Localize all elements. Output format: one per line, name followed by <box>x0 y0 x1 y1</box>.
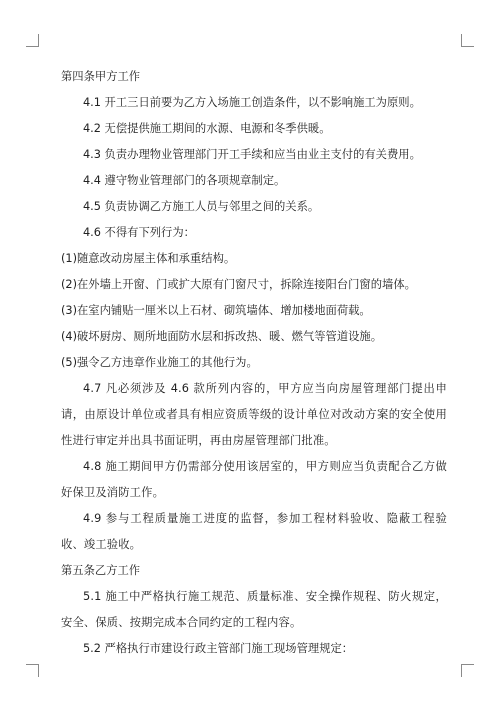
clause-4-1: 4.1 开工三日前要为乙方入场施工创造条件，以不影响施工为原则。 <box>83 96 421 109</box>
section-heading-party-a: 第四条甲方工作 <box>61 70 141 83</box>
clause-4-8: 4.8 施工期间甲方仍需部分使用该居室的，甲方则应当负责配合乙方做好保卫及消防工作。 <box>61 460 447 499</box>
prohibited-item-1: (1)随意改动房屋主体和承重结构。 <box>61 252 236 265</box>
prohibited-item-4: (4)破坏厨房、厕所地面防水层和拆改热、暖、燃气等管道设施。 <box>61 330 383 343</box>
section-heading-party-b: 第五条乙方工作 <box>61 564 141 577</box>
prohibited-item-2: (2)在外墙上开窗、门或扩大原有门窗尺寸，拆除连接阳台门窗的墙体。 <box>61 278 416 291</box>
crop-mark-top-left <box>26 34 39 47</box>
clause-4-9: 4.9 参与工程质量施工进度的监督，参加工程材料验收、隐蔽工程验收、竣工验收。 <box>61 512 447 551</box>
prohibited-item-5: (5)强令乙方违章作业施工的其他行为。 <box>61 356 258 369</box>
crop-mark-bottom-left <box>26 664 39 677</box>
clause-5-2: 5.2 严格执行市建设行政主管部门施工现场管理规定： <box>83 642 354 655</box>
clause-4-5: 4.5 负责协调乙方施工人员与邻里之间的关系。 <box>83 200 320 213</box>
clause-4-4: 4.4 遵守物业管理部门的各项规章制定。 <box>83 174 286 187</box>
clause-4-6: 4.6 不得有下列行为： <box>83 226 195 239</box>
document-body <box>61 64 447 662</box>
clause-4-7: 4.7 凡必须涉及 4.6 款所列内容的，甲方应当向房屋管理部门提出申请，由原设计单位或者具有相应资质等级的设计单位对改动方案的安全使用性进行审定并出具书面证明，再由房屋管理部门批准。 <box>61 382 447 447</box>
clause-4-3: 4.3 负责办理物业管理部门开工手续和应当由业主支付的有关费用。 <box>83 148 421 161</box>
clause-5-1: 5.1 施工中严格执行施工规范、质量标准、安全操作规程、防火规定，安全、保质、按期完成本合同约定的工程内容。 <box>61 590 447 629</box>
crop-mark-bottom-right <box>461 664 474 677</box>
prohibited-item-3: (3)在室内铺贴一厘米以上石材、砌筑墙体、增加楼地面荷载。 <box>61 304 371 317</box>
crop-mark-top-right <box>461 34 474 47</box>
clause-4-2: 4.2 无偿提供施工期间的水源、电源和冬季供暖。 <box>83 122 331 135</box>
